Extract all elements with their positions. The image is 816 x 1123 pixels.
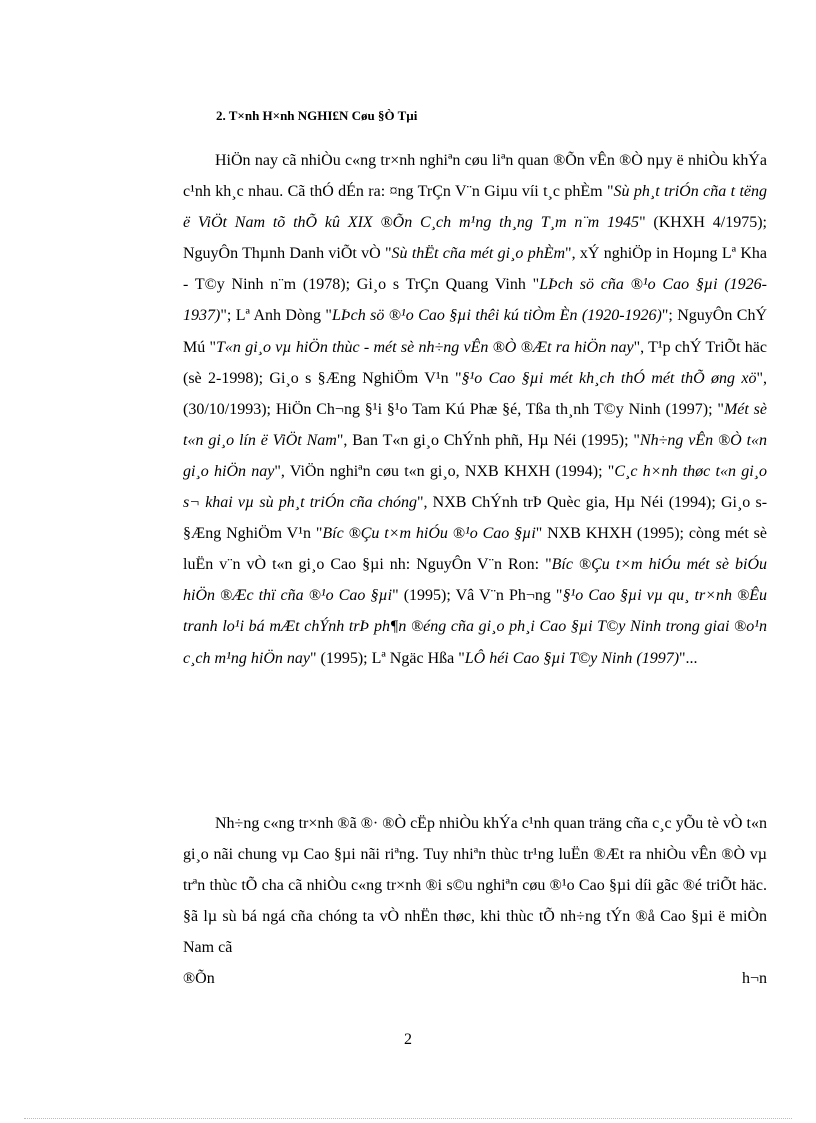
paragraph-text: " (1995); Lª Ngäc Hßa "	[309, 649, 465, 667]
paragraph-text: ", ViÖn nghiªn cøu t«n gi¸o, NXB KHXH (1994); "	[274, 462, 615, 480]
cited-title: Bíc ®Çu t×m hiÓu ®¹o Cao §µi	[322, 525, 536, 543]
paragraph-text: "...	[679, 649, 698, 667]
cited-title: Sù thËt cña mét gi¸o phÈm	[391, 245, 566, 263]
paragraph-text: " (1995); Vâ V¨n Ph¬ng "	[392, 587, 563, 605]
paragraph-text: ", NXB ChÝnh trÞ Quèc gia, Hµ Néi (1994); Gi¸o s §Æng NghiÖm V¹n "	[183, 494, 768, 543]
last-line-right-word: h¬n	[741, 970, 767, 988]
cited-title: C¸c h×nh thøc t«n gi¸o s¬ khai vµ sù ph¸t triÓn cña chóng	[183, 462, 768, 512]
cited-title: Bíc ®Çu t×m hiÓu mét sè biÓu hiÖn ®Æc thï cña ®¹o Cao §µi	[183, 556, 768, 605]
paragraph-text: HiÖn nay cã nhiÒu c«ng tr×nh nghiªn cøu liªn quan ®Õn vÊn ®Ò nµy ë nhiÒu khÝa c¹nh kh¸c nhau. Cã thÓ dÉn ra: ¤ng TrÇn V¨n Giµu víi t¸c phÈm "	[183, 152, 767, 201]
paragraph-text: ", (30/10/1993); HiÖn Ch¬ng §¹i §¹o Tam Kú Phæ §é, Tßa th¸nh T©y Ninh (1997); "	[183, 369, 767, 418]
paragraph-text: "; Lª Anh Dòng "	[220, 307, 332, 325]
cited-title: §¹o Cao §µi mét kh¸ch thÓ mét thÕ øng xö	[461, 369, 757, 387]
paragraph-literature-review	[183, 145, 767, 674]
paragraph-summary-last-line	[183, 963, 767, 994]
paragraph-text: "; NguyÔn ChÝ Mú "	[183, 307, 768, 356]
paragraph-text: " NXB KHXH (1995); còng mét sè luËn v¨n vÒ t«n gi¸o Cao §µi nh: NguyÔn V¨n Ron: "	[183, 525, 768, 574]
paragraph-text: ", Ban T«n gi¸o ChÝnh phñ, Hµ Néi (1995); "	[336, 431, 640, 449]
cited-title: LÔ héi Cao §µi T©y Ninh (1997)	[464, 649, 680, 667]
paragraph-summary	[183, 808, 767, 995]
last-line-left-word: ®Õn	[183, 970, 215, 988]
section-heading: 2. T×nh H×nh NGHI£N Cøu §Ò Tµi	[216, 108, 418, 123]
paragraph-text: ", xÝ nghiÖp in Hoµng Lª Kha - T©y Ninh n¨m (1978); Gi¸o s TrÇn Quang Vinh "	[183, 245, 768, 294]
cited-title: Mét sè t«n gi¸o lín ë ViÖt Nam	[183, 400, 768, 449]
cited-title: Sù ph¸t triÓn cña t tëng ë ViÖt Nam tõ thÕ kû XIX ®Õn C¸ch m¹ng th¸ng T¸m n¨m 1945	[183, 183, 767, 232]
paragraph-text: ", T¹p chÝ TriÕt häc (sè 2-1998); Gi¸o s §Æng NghiÖm V¹n "	[183, 338, 767, 387]
cited-title: LÞch sö ®¹o Cao §µi thêi kú tiÒm Èn (1920-1926)	[331, 307, 662, 325]
cited-title: T«n gi¸o vµ hiÖn thùc - mét sè nh÷ng vÊn ®Ò ®Æt ra hiÖn nay	[216, 338, 634, 356]
cited-title: Nh÷ng vÊn ®Ò t«n gi¸o hiÖn nay	[183, 431, 768, 480]
paragraph-text: " (KHXH 4/1975); NguyÔn Thµnh Danh viÕt vÒ "	[183, 214, 768, 263]
page-number: 2	[404, 1031, 412, 1048]
cited-title: §¹o Cao §µi vµ qu¸ tr×nh ®Êu tranh lo¹i bá mÆt chÝnh trÞ ph¶n ®éng cña gi¸o ph¸i Cao §µi T©y Ninh trong giai ®o¹n c¸ch m¹ng hiÖn nay	[183, 587, 768, 667]
paragraph-summary-text: Nh÷ng c«ng tr×nh ®ã ®· ®Ò cËp nhiÒu khÝa c¹nh quan träng cña c¸c yÕu tè vÒ t«n gi¸o nãi chung vµ Cao §µi nãi riªng. Tuy nhiªn thùc tr¹ng luËn ®Æt ra nhiÒu vÊn ®Ò vµ trªn thùc tÕ cha cã nhiÒu c«ng tr×nh ®i s©u nghiªn cøu ®¹o Cao §µi díi gãc ®é triÕt häc. §ã lµ sù bá ngá cña chóng ta vÒ nhËn thøc, khi thùc tÕ nh÷ng tÝn ®å Cao §µi ë miÒn Nam cã	[183, 815, 767, 957]
page-bottom-dotted-border	[24, 1118, 792, 1119]
cited-title: LÞch sö cña ®¹o Cao §µi (1926-1937)	[183, 276, 767, 325]
